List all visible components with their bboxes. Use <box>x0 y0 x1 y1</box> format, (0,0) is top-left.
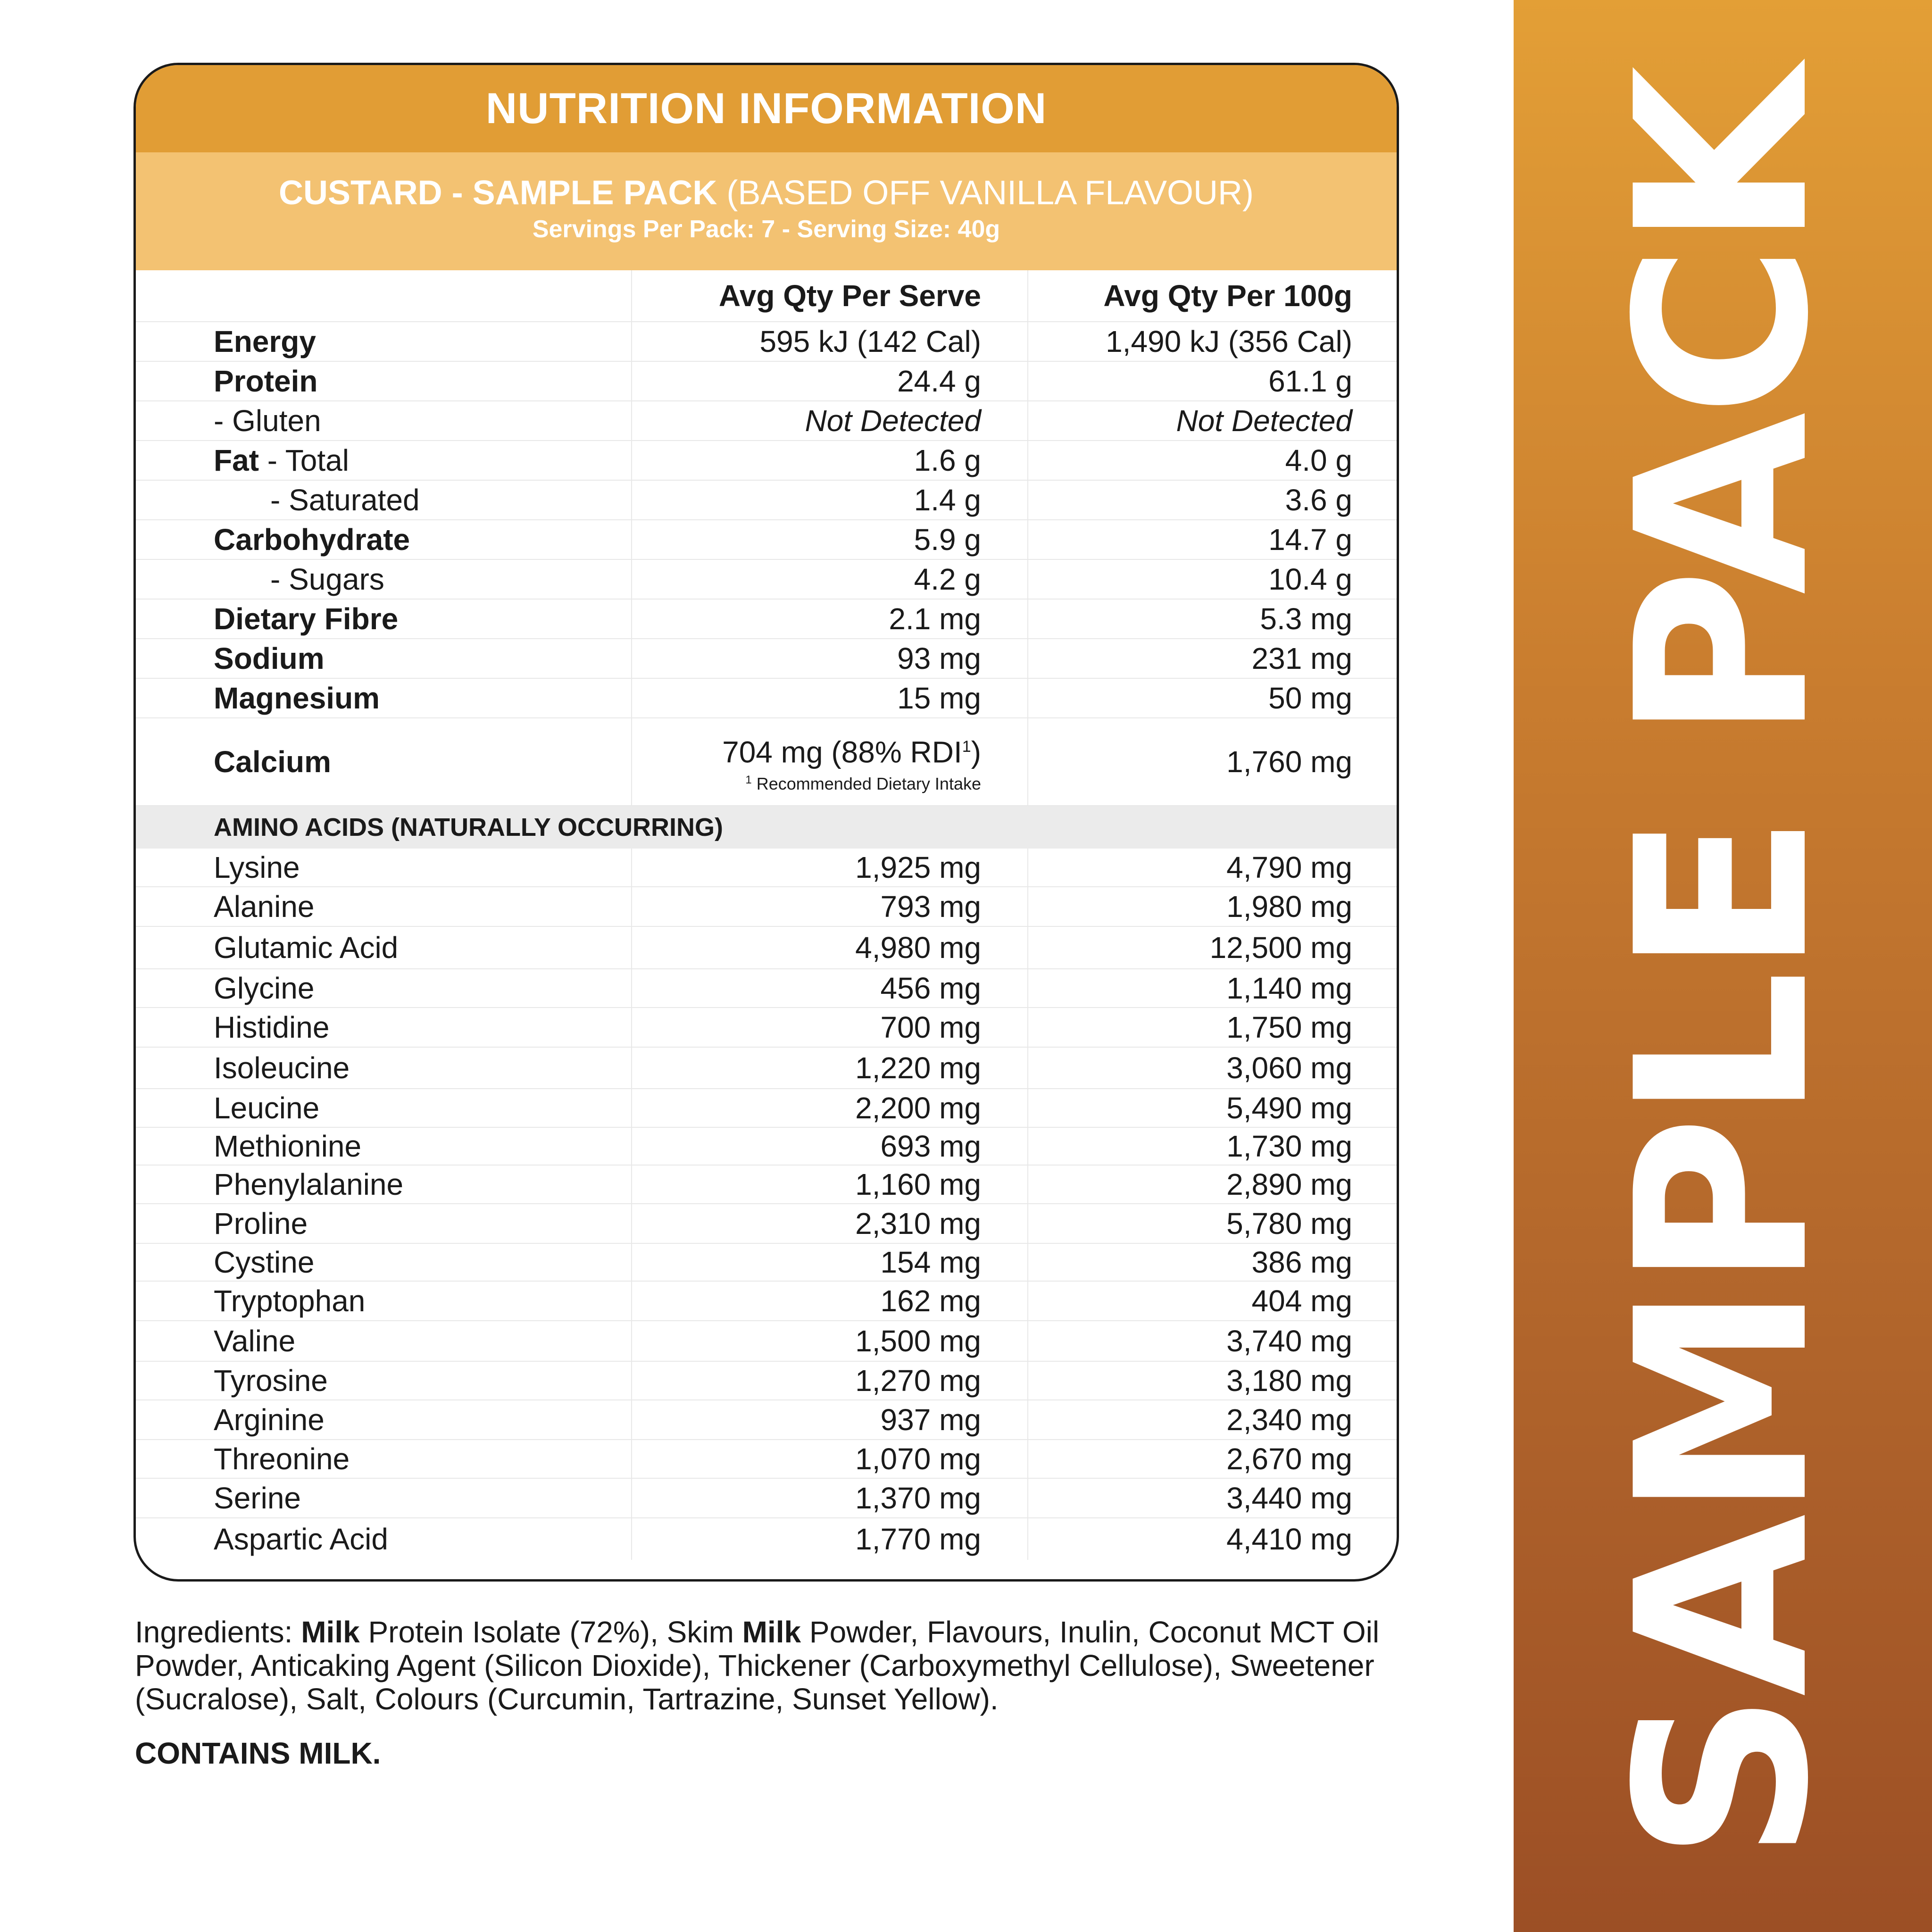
table-row <box>136 1244 1397 1282</box>
ingredients-part: Powder, Flavours, Inulin, Coconut MCT Oil Powder, Anticaking Agent (Silicon Dioxide), Thickener (Carboxymethyl Cellulose), Sweetener (Sucralose), Salt, Colours (Curcumin, Tartrazine, Sunset Yellow). <box>135 1615 1380 1716</box>
amino-serve: 456 mg <box>632 969 1028 1007</box>
amino-name: Histidine <box>136 1008 632 1047</box>
table-row <box>136 1204 1397 1244</box>
table-row <box>136 520 1397 560</box>
table-row-calcium <box>136 718 1397 806</box>
table-row <box>136 1048 1397 1089</box>
allergen-milk: Milk <box>301 1615 360 1649</box>
amino-serve: 2,310 mg <box>632 1204 1028 1243</box>
amino-100g: 3,060 mg <box>1226 1051 1352 1085</box>
nutrient-100g: 1,760 mg <box>1226 745 1352 779</box>
nutrient-name: Magnesium <box>136 679 632 717</box>
table-row <box>136 481 1397 520</box>
nutrient-100g: Not Detected <box>1176 404 1352 438</box>
table-row <box>136 1479 1397 1518</box>
table-row <box>136 1282 1397 1321</box>
table-row <box>136 679 1397 718</box>
amino-name: Isoleucine <box>136 1048 632 1088</box>
table-row <box>136 849 1397 887</box>
amino-serve: 154 mg <box>632 1244 1028 1281</box>
table-row <box>136 322 1397 362</box>
table-row <box>136 1518 1397 1560</box>
nutrient-name: - Gluten <box>136 401 632 440</box>
table-row <box>136 401 1397 441</box>
amino-serve: 700 mg <box>632 1008 1028 1047</box>
panel-title: NUTRITION INFORMATION <box>136 65 1397 152</box>
amino-name: Tryptophan <box>136 1282 632 1320</box>
nutrient-100g: 5.3 mg <box>1260 602 1352 636</box>
nutrient-100g: 14.7 g <box>1268 523 1352 557</box>
header-blank <box>136 270 632 321</box>
amino-name: Arginine <box>136 1400 632 1439</box>
nutrient-name: Carbohydrate <box>136 520 632 559</box>
nutrient-100g: 231 mg <box>1251 641 1352 675</box>
footnote-text: Recommended Dietary Intake <box>751 774 981 793</box>
nutrient-name: Dietary Fibre <box>136 600 632 638</box>
nutrient-name: Calcium <box>136 718 632 805</box>
amino-100g: 4,790 mg <box>1226 850 1352 884</box>
table-row <box>136 1008 1397 1048</box>
amino-100g: 2,670 mg <box>1226 1442 1352 1476</box>
amino-name: Cystine <box>136 1244 632 1281</box>
amino-100g: 12,500 mg <box>1209 931 1352 965</box>
nutrient-name: - Saturated <box>136 481 632 519</box>
nutrient-serve: 1.4 g <box>632 481 1028 519</box>
table-row <box>136 362 1397 401</box>
nutrient-100g: 10.4 g <box>1268 562 1352 596</box>
side-banner <box>1514 0 1932 1932</box>
amino-serve: 4,980 mg <box>632 927 1028 968</box>
table-row <box>136 1089 1397 1128</box>
product-flavour: (BASED OFF VANILLA FLAVOUR) <box>717 174 1254 212</box>
amino-100g: 2,890 mg <box>1226 1167 1352 1201</box>
amino-serve: 1,270 mg <box>632 1362 1028 1399</box>
amino-name: Glutamic Acid <box>136 927 632 968</box>
amino-name: Phenylalanine <box>136 1166 632 1203</box>
amino-100g: 4,410 mg <box>1226 1522 1352 1556</box>
nutrition-panel <box>133 63 1399 1582</box>
table-row <box>136 1400 1397 1440</box>
product-name <box>136 172 1397 214</box>
table-row <box>136 887 1397 927</box>
footnote-marker: 1 <box>745 773 752 786</box>
table-row <box>136 1440 1397 1479</box>
nutrient-serve: 93 mg <box>632 639 1028 678</box>
amino-serve: 162 mg <box>632 1282 1028 1320</box>
amino-name: Methionine <box>136 1128 632 1165</box>
amino-serve: 1,220 mg <box>632 1048 1028 1088</box>
calcium-serve-close: ) <box>971 735 981 769</box>
footnote-marker: 1 <box>962 738 971 756</box>
allergen-milk: Milk <box>742 1615 801 1649</box>
nutrient-serve: Not Detected <box>632 401 1028 440</box>
nutrient-100g: 50 mg <box>1268 681 1352 715</box>
nutrient-serve: 15 mg <box>632 679 1028 717</box>
amino-name: Alanine <box>136 887 632 926</box>
amino-serve: 1,370 mg <box>632 1479 1028 1517</box>
amino-name: Serine <box>136 1479 632 1517</box>
nutrient-100g: 4.0 g <box>1285 443 1352 477</box>
amino-name: Glycine <box>136 969 632 1007</box>
nutrient-name: - Sugars <box>136 560 632 599</box>
amino-serve: 1,925 mg <box>632 849 1028 886</box>
col-header-100g: Avg Qty Per 100g <box>1103 279 1352 313</box>
calcium-serve-value <box>722 729 981 769</box>
table-row <box>136 1166 1397 1204</box>
amino-serve: 937 mg <box>632 1400 1028 1439</box>
nutrient-100g: 1,490 kJ (356 Cal) <box>1106 325 1352 358</box>
table-row <box>136 1362 1397 1400</box>
nutrient-serve: 4.2 g <box>632 560 1028 599</box>
nutrient-serve: 2.1 mg <box>632 600 1028 638</box>
ingredients-text <box>135 1616 1408 1716</box>
rdi-footnote <box>745 770 981 794</box>
amino-serve: 693 mg <box>632 1128 1028 1165</box>
amino-100g: 1,730 mg <box>1226 1129 1352 1163</box>
nutrient-serve: 595 kJ (142 Cal) <box>632 322 1028 361</box>
amino-100g: 3,440 mg <box>1226 1481 1352 1515</box>
amino-name: Lysine <box>136 849 632 886</box>
amino-serve: 1,160 mg <box>632 1166 1028 1203</box>
amino-name: Valine <box>136 1321 632 1361</box>
nutrient-100g: 61.1 g <box>1268 364 1352 398</box>
amino-name: Tyrosine <box>136 1362 632 1399</box>
calcium-serve-main: 704 mg (88% RDI <box>722 735 962 769</box>
table-row <box>136 441 1397 481</box>
nutrient-name-rest: - Total <box>259 443 349 477</box>
amino-100g: 1,980 mg <box>1226 890 1352 924</box>
amino-name: Proline <box>136 1204 632 1243</box>
amino-serve: 1,500 mg <box>632 1321 1028 1361</box>
table-row <box>136 969 1397 1008</box>
allergen-statement: CONTAINS MILK. <box>135 1736 381 1770</box>
product-name-bold: CUSTARD - SAMPLE PACK <box>279 174 717 212</box>
amino-100g: 1,140 mg <box>1226 971 1352 1005</box>
nutrient-serve: 24.4 g <box>632 362 1028 400</box>
amino-100g: 404 mg <box>1251 1284 1352 1318</box>
servings-info: Servings Per Pack: 7 - Serving Size: 40g <box>532 216 1000 243</box>
amino-100g: 1,750 mg <box>1226 1010 1352 1044</box>
nutrient-serve <box>632 718 1028 805</box>
ingredients-part: Protein Isolate (72%), Skim <box>359 1615 742 1649</box>
amino-serve: 793 mg <box>632 887 1028 926</box>
amino-100g: 3,180 mg <box>1226 1364 1352 1398</box>
table-row <box>136 600 1397 639</box>
nutrient-name: Protein <box>136 362 632 400</box>
product-header <box>136 152 1397 270</box>
col-header-serve: Avg Qty Per Serve <box>632 270 1028 321</box>
nutrient-100g: 3.6 g <box>1285 483 1352 517</box>
ingredients-label: Ingredients: <box>135 1615 301 1649</box>
nutrient-serve: 1.6 g <box>632 441 1028 480</box>
amino-100g: 386 mg <box>1251 1245 1352 1279</box>
amino-acids-list <box>136 849 1397 1560</box>
nutrient-serve: 5.9 g <box>632 520 1028 559</box>
amino-name: Leucine <box>136 1089 632 1127</box>
table-row <box>136 927 1397 969</box>
table-row <box>136 560 1397 600</box>
amino-serve: 1,770 mg <box>632 1518 1028 1560</box>
amino-serve: 1,070 mg <box>632 1440 1028 1478</box>
table-header-row <box>136 270 1397 322</box>
nutrient-name-bold: Fat <box>214 443 259 477</box>
amino-name: Aspartic Acid <box>136 1518 632 1560</box>
side-banner-text: SAMPLE PACK <box>1585 70 1860 1862</box>
amino-acids-heading: AMINO ACIDS (NATURALLY OCCURRING) <box>136 806 1397 849</box>
nutrient-name: Energy <box>136 322 632 361</box>
amino-100g: 2,340 mg <box>1226 1403 1352 1437</box>
table-row <box>136 639 1397 679</box>
nutrient-name: Sodium <box>136 639 632 678</box>
table-row <box>136 1321 1397 1362</box>
amino-serve: 2,200 mg <box>632 1089 1028 1127</box>
amino-name: Threonine <box>136 1440 632 1478</box>
amino-100g: 5,780 mg <box>1226 1207 1352 1241</box>
amino-100g: 3,740 mg <box>1226 1324 1352 1358</box>
amino-100g: 5,490 mg <box>1226 1091 1352 1125</box>
table-row <box>136 1128 1397 1166</box>
nutrition-table <box>136 270 1397 1560</box>
nutrient-name <box>136 441 632 480</box>
